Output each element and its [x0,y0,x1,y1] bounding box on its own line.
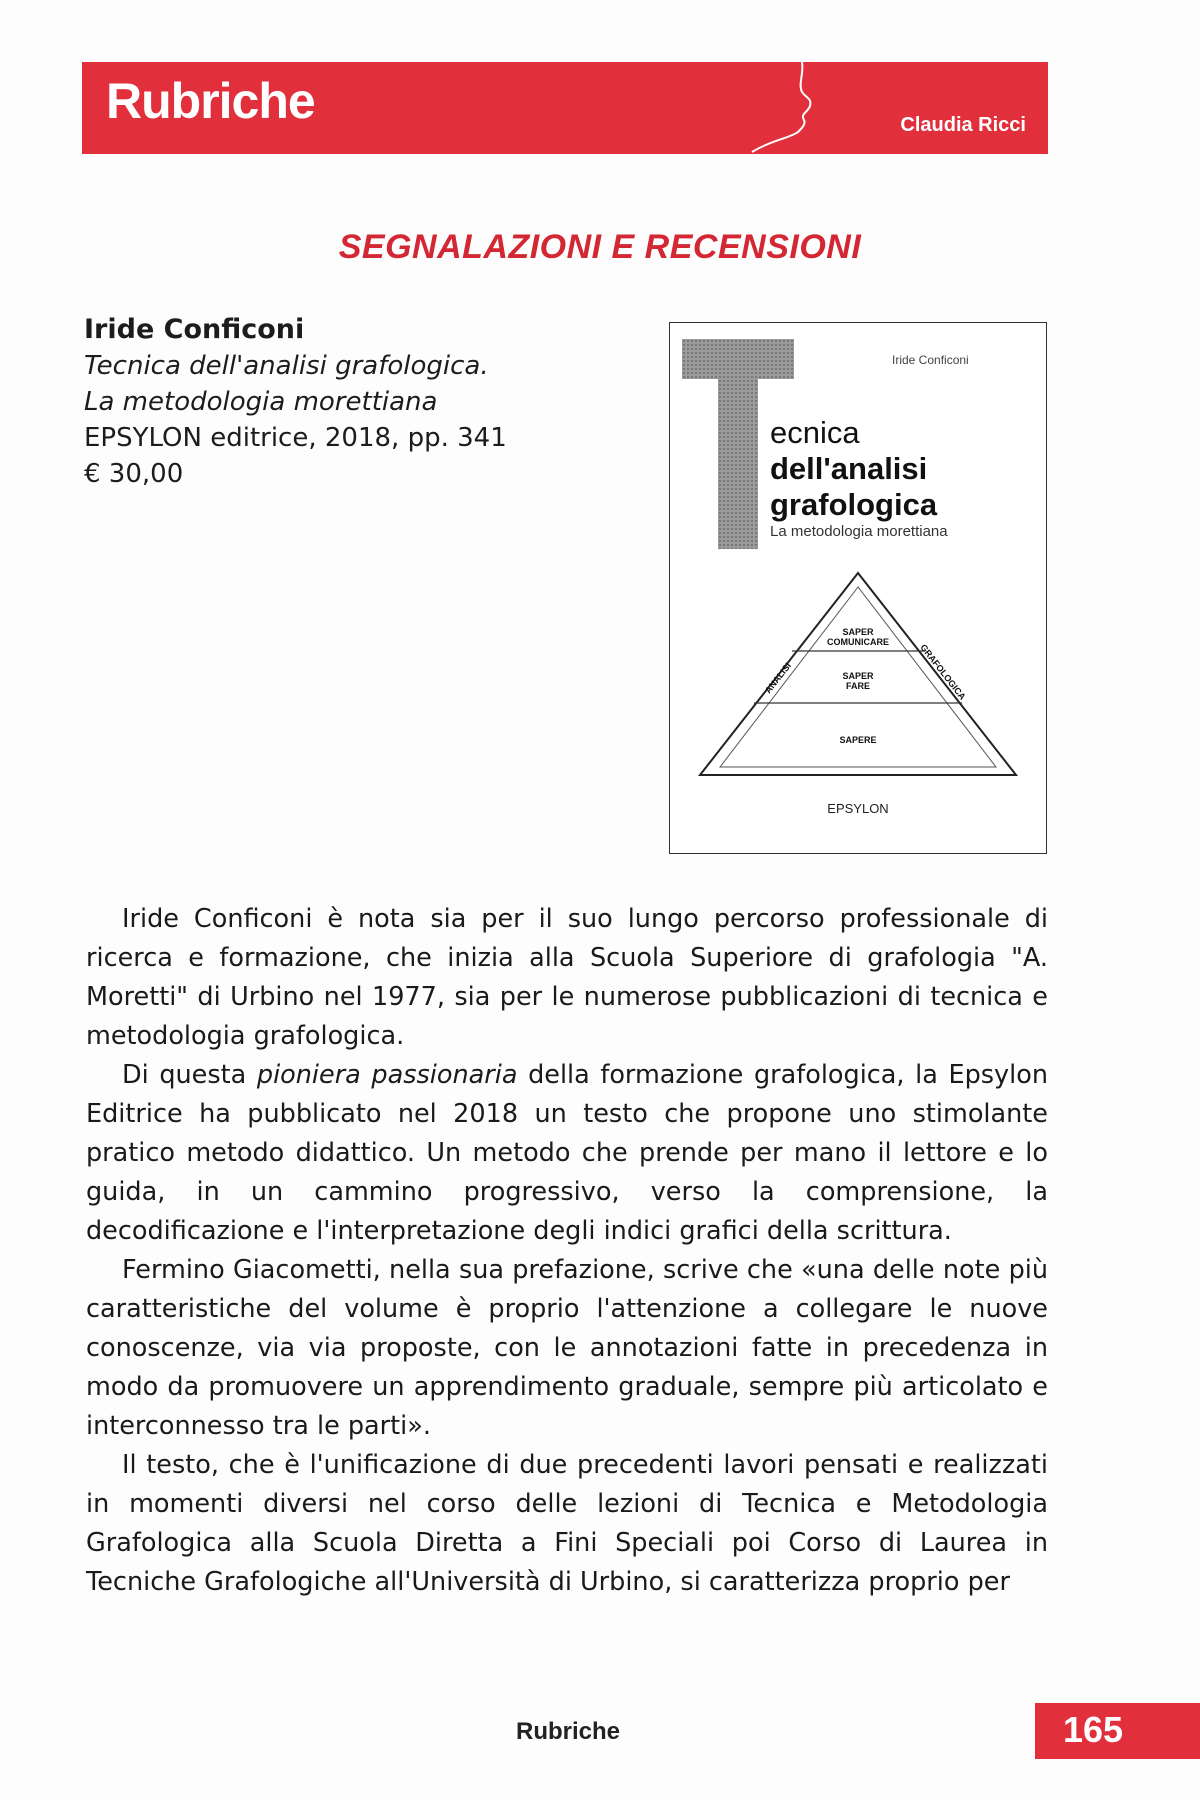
cover-subtitle: La metodologia morettiana [770,523,948,540]
section-title: Rubriche [106,73,315,129]
page-heading: SEGNALAZIONI E RECENSIONI [338,228,862,266]
profile-silhouette-icon [732,62,892,154]
article-emphasis: pioniera passionaria [256,1060,518,1090]
cover-author: Iride Conficoni [892,353,969,367]
article-text: della formazione grafologica, la Epsylon Editrice ha pubblicato nel 2018 un testo che propone uno stimolante pratico metodo didattico. Un metodo che prende per mano il lettore e lo guida, in un cammino progressivo, verso la comprensione, la decodificazione e l'interpretazione degli indici grafici della scrittura. [86,1060,1048,1246]
article-paragraph [86,1056,1048,1251]
article-paragraph: Iride Conficoni è nota sia per il suo lungo percorso professionale di ricerca e formazione, che inizia alla Scuola Superiore di grafologia "A. Moretti" di Urbino nel 1977, sia per le numerose pubblicazioni di tecnica e metodologia grafologica. [86,904,1048,1051]
article-text: Di questa [122,1060,257,1090]
page-number: 165 [1063,1709,1124,1750]
pyramid-middle-label: SAPER FARE [842,671,874,691]
pyramid-top-label: SAPER COMUNICARE [827,627,889,647]
footer-section-label: Rubriche [515,1718,620,1745]
pyramid-right-label: GRAFOLOGICA [918,642,968,702]
page-number-box [1035,1703,1200,1759]
article-paragraph: Il testo, che è l'unificazione di due precedenti lavori pensati e realizzati in momenti diversi nel corso delle lezioni di Tecnica e Metodologia Grafologica alla Scuola Diretta a Fini Speciali poi Corso di Laurea in Tecniche Grafologiche all'Università di Urbino, si caratterizza proprio per [86,1450,1048,1597]
book-cover [669,322,1047,854]
column-author: Claudia Ricci [900,114,1026,136]
pyramid-bottom-label: SAPERE [839,735,877,745]
cover-title-line: dell'analisi [770,451,928,486]
article-paragraph: Fermino Giacometti, nella sua prefazione, scrive che «una delle note più caratteristiche del volume è proprio l'attenzione a collegare le nuove conoscenze, via via proposte, con le annotazioni fatte in precedenza in modo da promuovere un apprendimento graduale, sempre più articolato e interconnesso tra le parti». [86,1255,1048,1441]
pyramid-left-label: ANALISI [762,660,794,696]
section-header-bar [82,62,1048,154]
cover-pyramid-diagram [670,563,1046,793]
book-title: Tecnica dell'analisi grafologica. [84,351,489,381]
book-author: Iride Conficoni [84,314,305,345]
book-price: € 30,00 [84,459,184,489]
cover-title-line: grafologica [770,487,938,522]
book-publisher: EPSYLON editrice, 2018, pp. 341 [84,423,507,453]
review-article [86,900,1048,1602]
cover-title-line: ecnica [770,415,860,450]
cover-title [770,415,1030,523]
book-subtitle: La metodologia morettiana [84,387,438,417]
book-citation [84,312,507,492]
cover-publisher-logo: EPSYLON [827,801,889,816]
